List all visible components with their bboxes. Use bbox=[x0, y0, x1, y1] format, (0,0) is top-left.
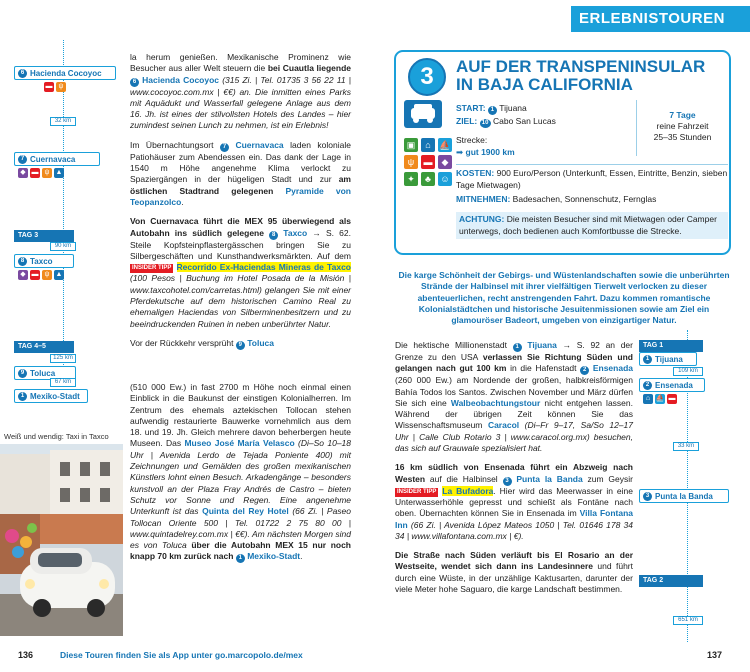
distance-label: 33 km bbox=[673, 442, 699, 451]
paragraph-desert: Die Straße nach Süden verläuft bis El Rosario an der Westseite, wendet sich dann ins Landesinnere und führt durch eine Wüste, in der unzählige Kaktusarten, darunter der viele Meter hohe Saguaro, die karge Landschaft bestimmen. bbox=[395, 550, 633, 595]
sailing-icon: ⛵ bbox=[655, 395, 665, 402]
restaurant-icon: ψ bbox=[42, 270, 52, 280]
route-stop: 3 Punta la Banda bbox=[639, 489, 729, 503]
car-icon bbox=[404, 100, 442, 128]
paragraph-cuernavaca: Im Übernachtungsort 7 Cuernavaca laden koloniale Patiohäuser zum Abendessen ein. Das dank der Lage in 1540 m Höhe angenehme Klima verlockt zu Spaziergängen in der hügeligen Stadt und zur am östlichen Stadtrand gelegenen Pyramide von Teopanzolco. bbox=[130, 139, 351, 207]
route-stop: 2 Ensenada bbox=[639, 378, 705, 392]
paragraph-hacienda: la herum genießen. Mexikanische Prominenz wie Besucher aus aller Welt steuern die bei Cuautla liegende 6 Hacienda Cocoyoc (315 Zi. | Tel. 01735 3 56 22 11 | www.cocoyoc.com.mx | €€) an. Die inmitten eines Parks mit Aquädukt und Wasserfall gelegene Anlage aus dem 16. Jh. ist eines der stilvollsten Hotels des Landes – hier zumindest seinen Lunch zu nehmen, ist ein Erlebnis! bbox=[130, 52, 352, 131]
family-icon: ☺ bbox=[438, 172, 452, 186]
insider-tipp-badge: INSIDER TIPP bbox=[397, 488, 437, 495]
tour-costs: KOSTEN: 900 Euro/Person (Unterkunft, Essen, Eintritte, Benzin, sieben Tage Mietwagen) bbox=[456, 168, 728, 190]
page-number-right: 137 bbox=[707, 650, 723, 660]
right-page bbox=[375, 0, 750, 672]
taxi-in-taxco-image bbox=[0, 444, 123, 636]
route-stop: 1 Mexiko-Stadt bbox=[14, 389, 88, 403]
day-label: TAG 1 bbox=[639, 340, 703, 352]
sailing-icon: ⛵ bbox=[439, 140, 451, 150]
taxi-photo bbox=[0, 444, 123, 636]
paragraph-toluca: (510 000 Ew.) in fast 2700 m Höhe noch einmal einen Einblick in die Baukunst der einstigen Kolonialherren. Im Zentrum des ehemals aztekischen Tollocan stehen aufwendig restaurierte Bauwerke vornehmlich aus dem 18. und 19. Jh. Gleich mehrere davon beherbergen heute Museen. Das Museo José María Velasco (Di–So 10–18 Uhr | Avenida Lerdo de Tejada Poniente 400) mit Zeichnungen und Gemälden des großen mexikanischen Künstlers lohnt einen Besuch. Arkadengänge – besonders kunstvoll an der Plaza Fray Andrés de Castro – bieten Schutz vor Sonne und Regen. Eine angenehme Unterkunft ist das Quinta del Rey Hotel (66 Zi. | Paseo Tollocan Oriente 500 | Tel. 01722 2 75 80 00 | www.quintadelrey.com.mx | €€). Am nächsten Morgen sind es von Toluca über die Autobahn MEX 15 nur noch knapp 70 km zurück nach 1 Mexiko-Stadt. bbox=[130, 382, 351, 562]
car-icon-graphic bbox=[404, 100, 442, 128]
shopping-icon: ◆ bbox=[18, 270, 28, 280]
arrow-icon: ➡ bbox=[456, 147, 464, 157]
sight-icon: ▲ bbox=[55, 169, 63, 176]
stop-icons bbox=[18, 168, 64, 178]
stop-icons bbox=[18, 270, 64, 280]
distance-label: 67 km bbox=[50, 378, 76, 387]
museum-icon: ⌂ bbox=[421, 138, 435, 152]
distance-label: 125 km bbox=[50, 354, 76, 363]
shopping-icon: ◆ bbox=[438, 155, 452, 169]
distance-label: 109 km bbox=[673, 367, 703, 376]
tour-activity-icons bbox=[404, 138, 454, 186]
tour-info-box bbox=[394, 50, 731, 255]
route-timeline-line bbox=[687, 330, 688, 642]
hotel-icon: ▬ bbox=[31, 169, 39, 176]
sight-icon: ▲ bbox=[55, 271, 63, 278]
tour-start: START: 1 Tijuana bbox=[456, 103, 527, 113]
tour-text-column-bottom bbox=[130, 382, 351, 571]
tour-text-column bbox=[395, 340, 633, 603]
paragraph-toluca-start: Vor der Rückkehr versprüht 9 Toluca bbox=[130, 337, 274, 348]
hotel-icon: ▬ bbox=[668, 395, 676, 402]
tour-warning: ACHTUNG: Die meisten Besucher sind mit Mietwagen oder Camper unterwegs, doch bedienen auch Komfortbusse die Strecke. bbox=[456, 212, 728, 239]
hotel-icon: ▬ bbox=[421, 155, 435, 169]
route-stop: 7 Cuernavaca bbox=[14, 152, 100, 166]
paragraph-taxco: Von Cuernavaca führt die MEX 95 überwiegend als Autobahn ins südlich gelegene 8 Taxco → S. 62. Steile Kopfsteinpflastergässchen bringen Sie zu Silbergeschäften und Kunsthandwerksmärkten. Auf dem INSIDER TIPP Recorrido Ex-Haciendas Mineras de Taxco (100 Pesos | Buchung im Hotel Posada de la Misión | www.taxcohotel.com/carretas.html) gelangen Sie mit einer Pferdekutsche auf dem historischen Camino Real zu ehemaligen Haciendas von Silberminenbesitzern und zu beeindruckenden Ruinen in neben unberührter Natur. bbox=[130, 216, 351, 329]
app-footer-link[interactable]: Diese Touren finden Sie als App unter go.marcopolo.de/mex bbox=[60, 650, 303, 660]
route-stop: 6 Hacienda Cocoyoc bbox=[14, 66, 116, 80]
paragraph-punta-la-banda: 16 km südlich von Ensenada führt ein Abzweig nach Westen auf die Halbinsel 3 Punta la Banda zum Geysir INSIDER TIPP La Bufadora. Hier wird das Meerwasser in eine Unterwasserhöhle gepresst und schießt als Fontäne nach oben. Übernachten können Sie in Ensenada im Villa Fontana Inn (66 Zi. | Avenida López Mateos 1050 | Tel. 01646 178 34 34 | www.villafontana.com.mx | €). bbox=[395, 462, 633, 541]
route-stop: 1 Tijuana bbox=[639, 352, 697, 366]
restaurant-icon: ψ bbox=[404, 155, 418, 169]
bus-icon: ▣ bbox=[404, 138, 418, 152]
divider bbox=[456, 164, 728, 165]
restaurant-icon: ψ bbox=[42, 168, 52, 178]
page-number-left: 136 bbox=[18, 650, 34, 660]
insider-tipp-badge: INSIDER TIPP bbox=[132, 265, 172, 272]
tour-distance-label: Strecke: bbox=[456, 135, 488, 145]
nature-icon: ♣ bbox=[421, 172, 435, 186]
hiking-icon: ✦ bbox=[404, 172, 418, 186]
day-label: TAG 3 bbox=[14, 230, 74, 242]
tour-title: AUF DER TRANSPENINSULAR IN BAJA CALIFORNIA bbox=[456, 57, 706, 94]
tour-distance: ➡ gut 1900 km bbox=[456, 147, 515, 157]
photo-caption: Weiß und wendig: Taxi in Taxco bbox=[4, 432, 109, 441]
stop-icons bbox=[44, 82, 66, 92]
chapter-header: ERLEBNISTOUREN bbox=[571, 6, 750, 32]
distance-label: 90 km bbox=[50, 242, 76, 251]
tour-route-summary bbox=[456, 102, 556, 158]
route-stop: 9 Toluca bbox=[14, 366, 76, 380]
tour-end: ZIEL: 10 Cabo San Lucas bbox=[456, 116, 556, 126]
museum-icon: ⌂ bbox=[643, 394, 653, 404]
tour-intro: Die karge Schönheit der Gebirgs- und Wüstenlandschaften sowie die unberührten Strände der Halbinsel mit ihrer vielfältigen Tierwelt verlocken zu dieser abenteuerlichen, recht anstrengenden Fahrt. Dazu kommen romantische Kolonialstädtchen und historische Jesuitenmissionen sowie am Ziel ein glamouröser Badeort, umgeben von einzigartiger Natur. bbox=[398, 270, 730, 326]
tour-bring: MITNEHMEN: Badesachen, Sonnenschutz, Fernglas bbox=[456, 194, 657, 204]
restaurant-icon: ψ bbox=[56, 82, 66, 92]
day-label: TAG 4–5 bbox=[14, 341, 74, 353]
distance-label: 32 km bbox=[50, 117, 76, 126]
day-label: TAG 2 bbox=[639, 575, 703, 587]
tour-text-column-top bbox=[130, 52, 351, 358]
hotel-icon: ▬ bbox=[45, 83, 53, 90]
tour-number-badge: 3 bbox=[408, 58, 446, 96]
tour-duration: 7 Tage reine Fahrzeit 25–35 Stunden bbox=[636, 100, 728, 156]
distance-label: 651 km bbox=[673, 616, 703, 625]
paragraph-tijuana: Die hektische Millionenstadt 1 Tijuana → S. 92 an der Grenze zu den USA verlassen Sie Richtung Süden und gelangen nach gut 100 km in die Hafenstadt 2 Ensenada (260 000 Ew.) am Nordende der großen, halbkreisförmigen Bahía Todos los Santos. Zwischen November und März dürfen Sie sich eine Walbeobachtungstour nicht entgehen lassen. Während der übrigen Zeit können Sie das Wissenschaftsmuseum Caracol (Di–Fr 9–17, Sa/So 12–17 Uhr | Calle Club Rotario 3 | www.caracol.org.mx) besuchen, das sich auf Grauwale spezialisiert hat. bbox=[395, 340, 633, 454]
shopping-icon: ◆ bbox=[18, 168, 28, 178]
stop-icons bbox=[643, 394, 677, 404]
route-stop: 8 Taxco bbox=[14, 254, 74, 268]
hotel-icon: ▬ bbox=[31, 271, 39, 278]
